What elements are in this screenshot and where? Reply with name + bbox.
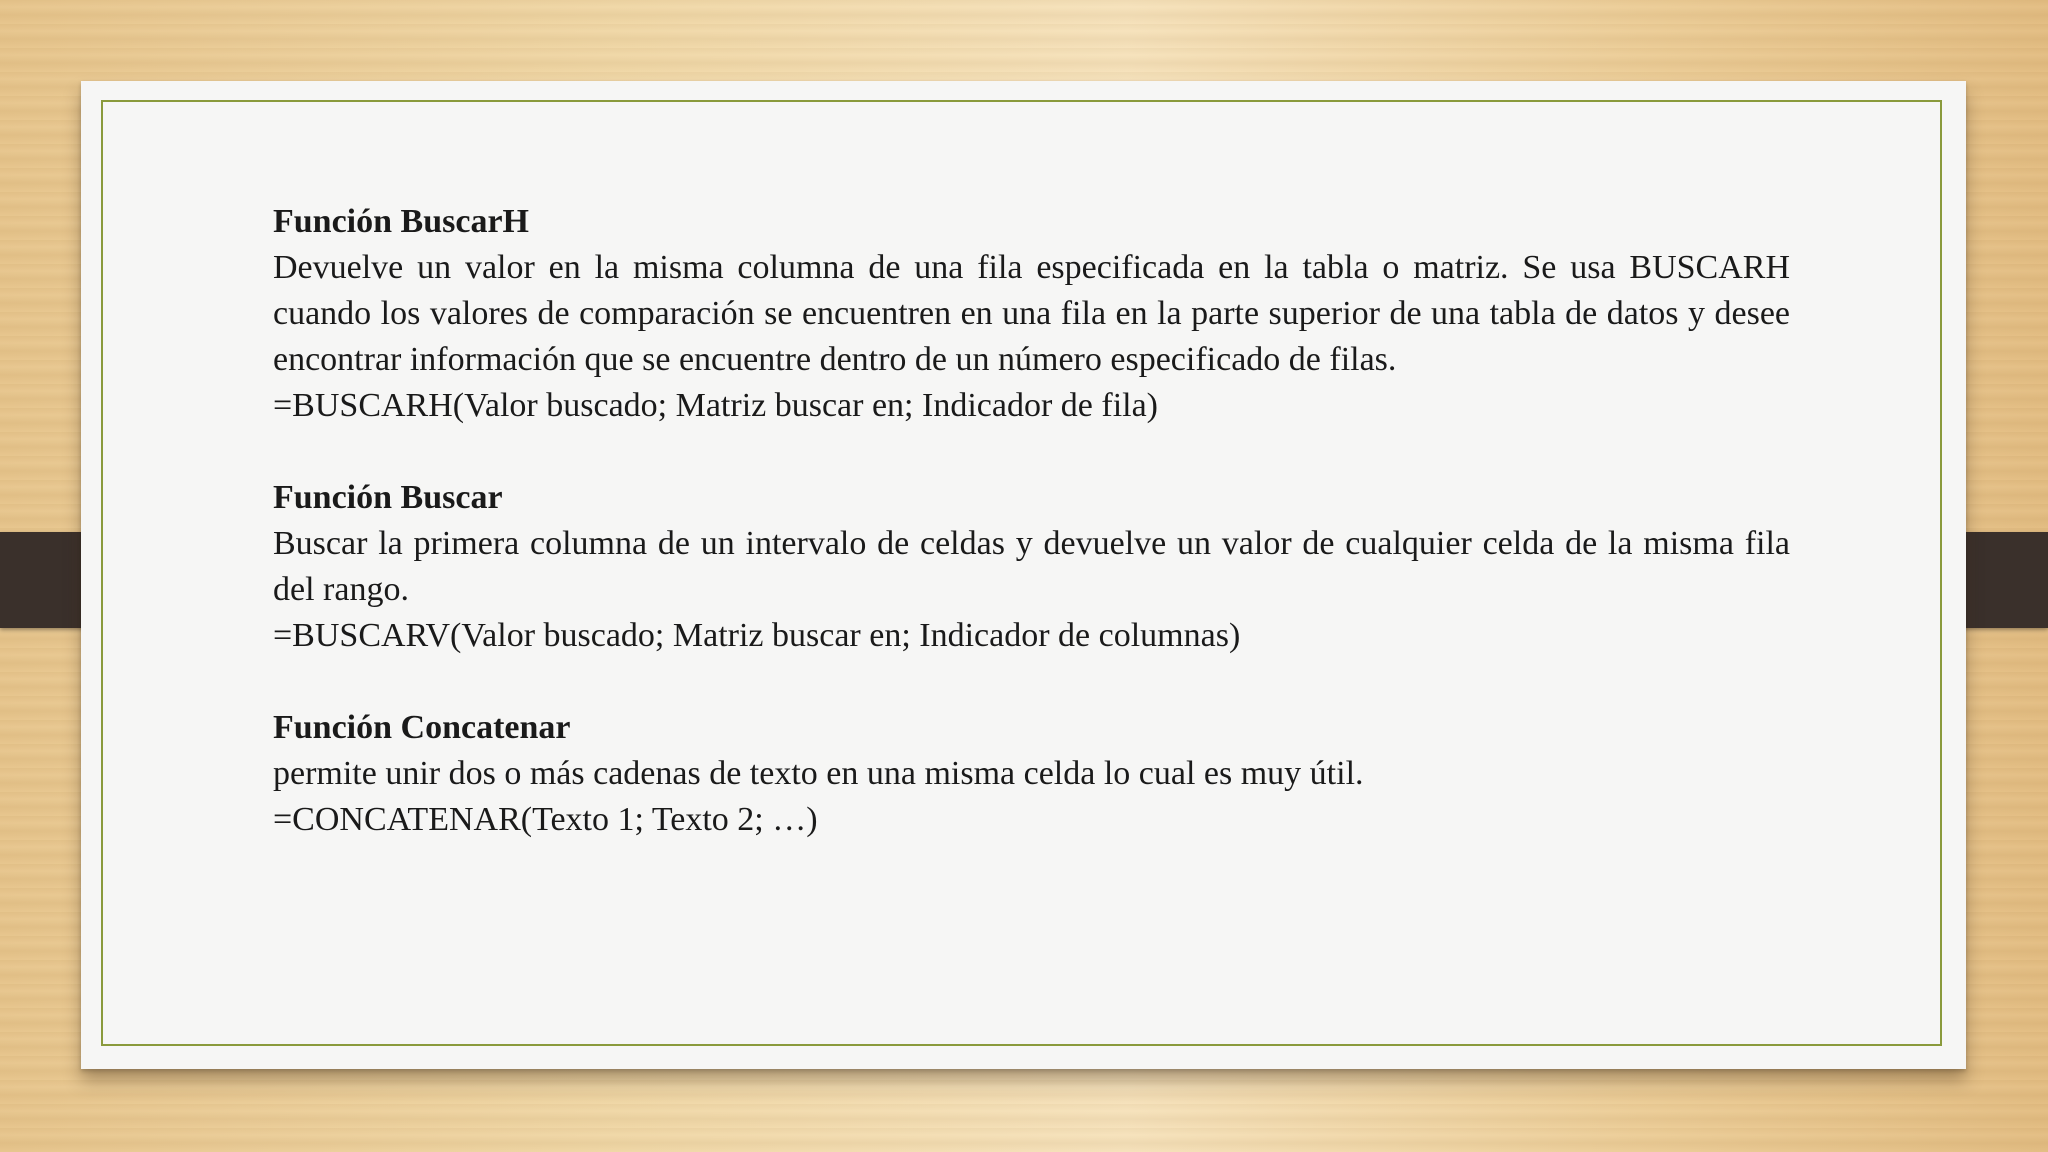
section-description: Buscar la primera columna de un intervalo de celdas y devuelve un valor de cualquier celda de la misma fila del rango. bbox=[273, 525, 1790, 608]
section-title: Función BuscarH bbox=[273, 203, 529, 240]
section-formula: =BUSCARV(Valor buscado; Matriz buscar en; Indicador de columnas) bbox=[273, 617, 1241, 654]
section-formula: =CONCATENAR(Texto 1; Texto 2; …) bbox=[273, 801, 818, 838]
section-description: permite unir dos o más cadenas de texto en una misma celda lo cual es muy útil. bbox=[273, 755, 1364, 792]
section-description: Devuelve un valor en la misma columna de una fila especificada en la tabla o matriz. Se usa BUSCARH cuando los valores de comparación se encuentren en una fila en la parte superior de una tabla de datos y desee encontrar información que se encuentre dentro de un número especificado de filas. bbox=[273, 249, 1790, 378]
section-title: Función Buscar bbox=[273, 479, 503, 516]
section-title: Función Concatenar bbox=[273, 709, 571, 746]
section-buscar bbox=[273, 475, 1790, 659]
section-concatenar bbox=[273, 705, 1790, 843]
section-buscarh bbox=[273, 199, 1790, 429]
slide-content bbox=[273, 199, 1790, 889]
slide-paper bbox=[81, 81, 1966, 1069]
section-formula: =BUSCARH(Valor buscado; Matriz buscar en; Indicador de fila) bbox=[273, 387, 1158, 424]
